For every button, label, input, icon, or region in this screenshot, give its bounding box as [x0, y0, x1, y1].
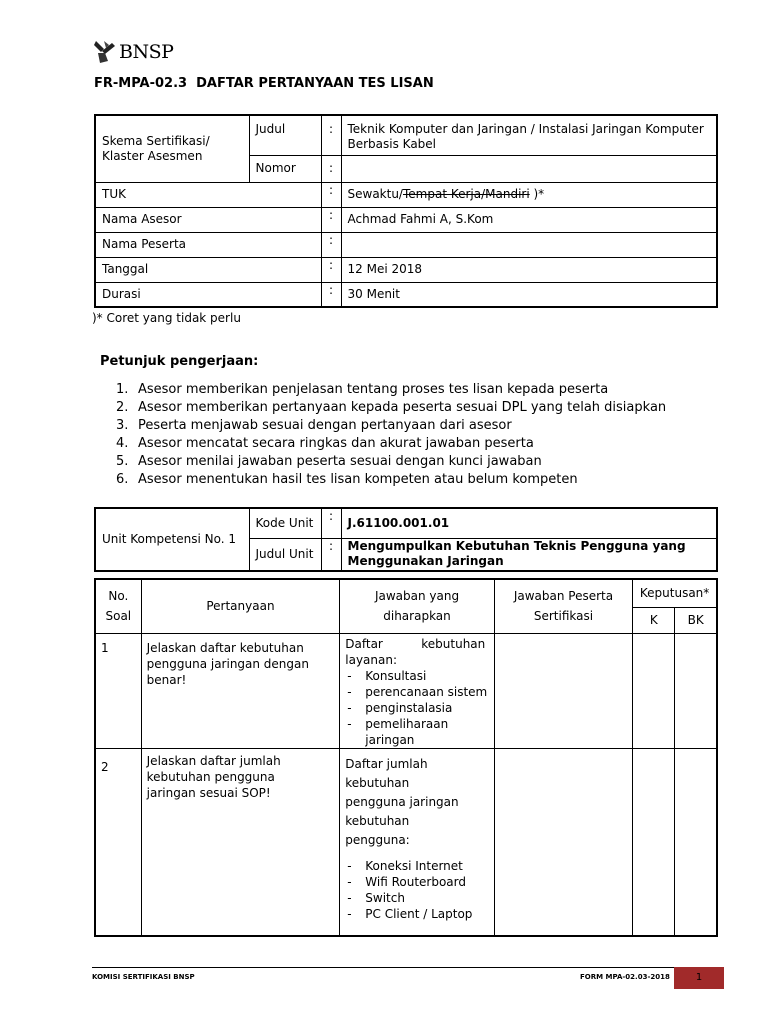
item-number: 2. [116, 400, 129, 415]
header-no-soal: No. Soal [95, 579, 141, 633]
item-text: Asesor menentukan hasil tes lisan kompeten atau belum kompeten [138, 472, 578, 487]
table-row [95, 748, 717, 936]
instructions-title: Petunjuk pengerjaan: [100, 354, 259, 369]
judul-label: Judul [249, 115, 321, 155]
tuk-suffix: )* [529, 187, 545, 201]
participant-answer-cell[interactable] [494, 633, 632, 748]
judul-unit-label: Judul Unit [249, 538, 321, 571]
colon: : [321, 538, 341, 571]
answer-list [345, 668, 488, 748]
header-bk: BK [675, 607, 717, 633]
judul-value: Teknik Komputer dan Jaringan / Instalasi Jaringan Komputer Berbasis Kabel [341, 115, 717, 155]
bnsp-emblem-icon [92, 39, 118, 65]
instruction-item [114, 453, 714, 471]
colon: : [321, 155, 341, 182]
tuk-value [341, 182, 717, 207]
header-jawaban-harapan: Jawaban yang diharapkan [340, 579, 494, 633]
form-title: FR-MPA-02.3 DAFTAR PERTANYAAN TES LISAN [94, 76, 434, 91]
colon: : [321, 257, 341, 282]
item-text: Asesor menilai jawaban peserta sesuai dengan kunci jawaban [138, 454, 542, 469]
unit-table [94, 507, 718, 572]
header-jawaban-peserta: Jawaban Peserta Sertifikasi [494, 579, 632, 633]
question-number: 1 [95, 633, 141, 748]
item-text: Asesor memberikan pertanyaan kepada peserta sesuai DPL yang telah disiapkan [138, 400, 667, 415]
strike-note: )* Coret yang tidak perlu [92, 311, 241, 325]
table-row [95, 633, 717, 748]
info-table [94, 114, 718, 308]
footer-right: FORM MPA-02.03-2018 [580, 973, 670, 981]
unit-label: Unit Kompetensi No. 1 [95, 508, 249, 571]
questions-table [94, 578, 718, 937]
logo-text: BNSP [119, 41, 174, 63]
nomor-label: Nomor [249, 155, 321, 182]
kode-unit-value: J.61100.001.01 [341, 508, 717, 538]
colon: : [321, 232, 341, 257]
tuk-option-sewaktu: Sewaktu/ [347, 187, 403, 201]
durasi-label: Durasi [95, 282, 321, 307]
question-text: Jelaskan daftar jumlah kebutuhan pengguna jaringan sesuai SOP! [141, 748, 340, 936]
list-item: - pemeliharaan jaringan [345, 716, 488, 748]
expected-answer [340, 633, 494, 748]
kode-unit-label: Kode Unit [249, 508, 321, 538]
list-item: - Wifi Routerboard [345, 874, 488, 890]
colon: : [321, 182, 341, 207]
list-item: - Koneksi Internet [345, 858, 488, 874]
judul-unit-value: Mengumpulkan Kebutuhan Teknis Pengguna yang Menggunakan Jaringan [341, 538, 717, 571]
colon: : [321, 207, 341, 232]
footer-left: KOMISI SERTIFIKASI BNSP [92, 973, 195, 981]
tuk-label: TUK [95, 182, 321, 207]
tuk-option-struck: Tempat Kerja/Mandiri [402, 187, 530, 201]
question-number: 2 [95, 748, 141, 936]
bnsp-logo [92, 38, 173, 66]
list-item: - Switch [345, 890, 488, 906]
bk-decision-cell[interactable] [675, 633, 717, 748]
item-text: Asesor mencatat secara ringkas dan akurat jawaban peserta [138, 436, 534, 451]
item-number: 4. [116, 436, 129, 451]
asesor-label: Nama Asesor [95, 207, 321, 232]
header-k: K [633, 607, 675, 633]
nomor-value [341, 155, 717, 182]
answer-list [345, 858, 488, 922]
tanggal-label: Tanggal [95, 257, 321, 282]
colon: : [321, 508, 341, 538]
tanggal-value: 12 Mei 2018 [341, 257, 717, 282]
answer-intro: Daftar jumlah kebutuhan pengguna jaringan kebutuhan pengguna: [345, 756, 459, 847]
list-item: - PC Client / Laptop [345, 906, 488, 922]
expected-answer [340, 748, 494, 936]
item-number: 3. [116, 418, 129, 433]
item-text: Asesor memberikan penjelasan tentang proses tes lisan kepada peserta [138, 382, 609, 397]
durasi-value: 30 Menit [341, 282, 717, 307]
instruction-item [114, 435, 714, 453]
skema-label: Skema Sertifikasi/ Klaster Asesmen [95, 115, 249, 182]
header-pertanyaan: Pertanyaan [141, 579, 340, 633]
instruction-item [114, 381, 714, 399]
participant-answer-cell[interactable] [494, 748, 632, 936]
item-number: 6. [116, 472, 129, 487]
peserta-value [341, 232, 717, 257]
instruction-item [114, 471, 714, 489]
k-decision-cell[interactable] [633, 748, 675, 936]
bk-decision-cell[interactable] [675, 748, 717, 936]
header-keputusan: Keputusan* [633, 579, 717, 607]
question-text: Jelaskan daftar kebutuhan pengguna jaringan dengan benar! [141, 633, 340, 748]
instructions-list [114, 381, 714, 489]
asesor-value: Achmad Fahmi A, S.Kom [341, 207, 717, 232]
item-number: 5. [116, 454, 129, 469]
list-item: - penginstalasia [345, 700, 488, 716]
k-decision-cell[interactable] [633, 633, 675, 748]
list-item: - Konsultasi [345, 668, 488, 684]
item-text: Peserta menjawab sesuai dengan pertanyaan dari asesor [138, 418, 512, 433]
item-number: 1. [116, 382, 129, 397]
peserta-label: Nama Peserta [95, 232, 321, 257]
instruction-item [114, 399, 714, 417]
colon: : [321, 115, 341, 155]
page-number: 1 [674, 967, 724, 989]
colon: : [321, 282, 341, 307]
answer-intro: Daftar kebutuhan layanan: [345, 636, 486, 667]
list-item: - perencanaan sistem [345, 684, 488, 700]
instruction-item [114, 417, 714, 435]
footer-divider [92, 967, 724, 968]
